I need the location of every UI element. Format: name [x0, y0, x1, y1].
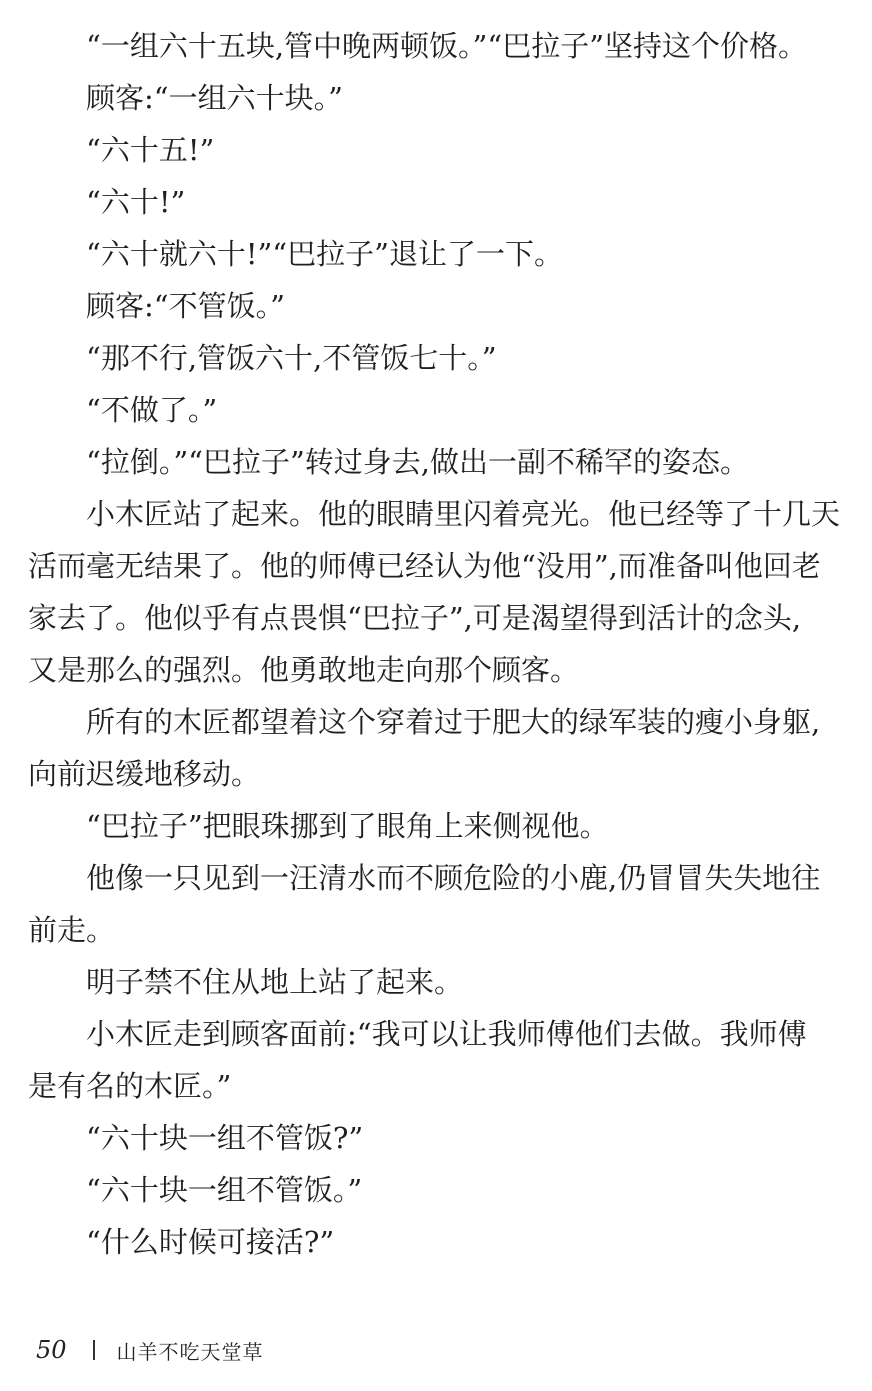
text-line-11: 活而毫无结果了。他的师傅已经认为他“没用”,而准备叫他回老 [28, 549, 821, 583]
text-line-12: 家去了。他似乎有点畏惧“巴拉子”,可是渴望得到活计的念头, [28, 601, 802, 635]
text-line-03: “六十五!” [86, 133, 215, 167]
text-line-04: “六十!” [86, 185, 186, 219]
footer-divider [93, 1340, 95, 1360]
text-line-05: “六十就六十!”“巴拉子”退让了一下。 [86, 237, 563, 271]
text-line-14: 所有的木匠都望着这个穿着过于肥大的绿军装的瘦小身躯, [86, 705, 821, 739]
text-line-07: “那不行,管饭六十,不管饭七十。” [86, 341, 497, 375]
text-line-21: 是有名的木匠。” [28, 1069, 232, 1103]
text-line-22: “六十块一组不管饭?” [86, 1121, 364, 1155]
text-line-18: 前走。 [28, 913, 116, 947]
text-line-16: “巴拉子”把眼珠挪到了眼角上来侧视他。 [86, 809, 609, 843]
text-line-19: 明子禁不住从地上站了起来。 [86, 965, 464, 999]
text-line-24: “什么时候可接活?” [86, 1225, 335, 1259]
text-line-02: 顾客:“一组六十块。” [86, 81, 343, 115]
body-text [28, 20, 844, 1268]
text-line-23: “六十块一组不管饭。” [86, 1173, 363, 1207]
text-line-20: 小木匠走到顾客面前:“我可以让我师傅他们去做。我师傅 [86, 1017, 807, 1051]
page-number: 50 [36, 1336, 67, 1364]
text-line-06: 顾客:“不管饭。” [86, 289, 285, 323]
text-line-01: “一组六十五块,管中晚两顿饭。”“巴拉子”坚持这个价格。 [86, 29, 808, 63]
text-line-15: 向前迟缓地移动。 [28, 757, 261, 791]
text-line-10: 小木匠站了起来。他的眼睛里闪着亮光。他已经等了十几天 [86, 497, 841, 531]
text-line-09: “拉倒。”“巴拉子”转过身去,做出一副不稀罕的姿态。 [86, 445, 750, 479]
text-line-13: 又是那么的强烈。他勇敢地走向那个顾客。 [28, 653, 580, 687]
text-line-17: 他像一只见到一汪清水而不顾危险的小鹿,仍冒冒失失地往 [86, 861, 821, 895]
text-line-08: “不做了。” [86, 393, 218, 427]
page-footer [36, 1330, 264, 1370]
running-title: 山羊不吃天堂草 [116, 1339, 264, 1364]
